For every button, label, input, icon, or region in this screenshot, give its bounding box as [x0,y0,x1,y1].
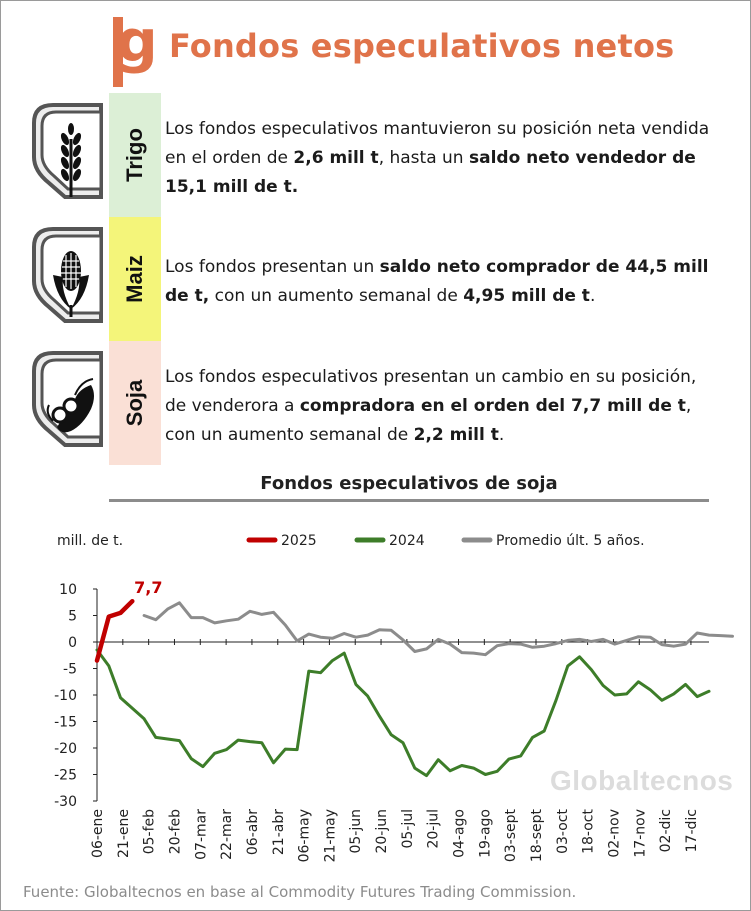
y-tick-label: 5 [68,608,77,625]
soja-funds-chart [1,521,750,881]
x-tick-label: 20-jun [374,809,391,854]
x-tick-label: 21-abr [270,809,287,856]
x-tick-label: 06-may [296,809,313,863]
x-tick-label: 22-mar [219,809,236,860]
x-tick-label: 18-sept [528,809,545,863]
x-tick-label: 07-mar [193,809,210,860]
legend-label: 2025 [281,533,317,549]
x-tick-label: 05-feb [141,809,158,855]
y-tick-label: 0 [68,635,77,651]
x-tick-label: 02-dic [658,809,675,853]
x-tick-label: 21-ene [115,809,132,858]
wheat-icon [31,101,105,201]
crop-label-maiz: Maiz [122,255,147,303]
series-line-2024 [97,650,709,776]
x-tick-label: 06-abr [244,809,261,856]
page-title: Fondos especulativos netos [169,27,675,65]
body-text: con un aumento semanal de [209,286,464,306]
crop-description-trigo [165,115,713,202]
highlight-text: 2,6 mill t [293,148,379,168]
x-tick-label: 20-jul [425,809,442,849]
crop-tab-soja [109,341,161,465]
x-tick-label: 03-oct [554,809,571,854]
x-tick-label: 05-jun [348,809,365,854]
x-tick-label: 05-jul [399,809,416,849]
crop-description-maiz [165,253,713,311]
body-text: . [498,425,505,445]
crop-label-trigo: Trigo [122,128,147,182]
highlight-text: 4,95 mill de t [463,286,590,306]
y-tick-label: -30 [54,794,77,810]
legend-label: 2024 [389,533,425,549]
body-text: . [589,286,596,306]
crop-label-soja: Soja [122,379,147,427]
highlight-text: saldo neto comprador de 44,5 mill de t, [165,257,709,306]
soybean-icon [31,349,105,449]
svg-text:g: g [116,15,158,75]
x-tick-label: 06-ene [90,809,106,858]
x-tick-label: 20-feb [167,809,184,855]
x-tick-label: 04-ago [451,809,468,858]
x-tick-label: 18-oct [580,809,597,854]
y-axis-label: mill. de t. [57,533,124,549]
y-tick-label: -10 [54,688,77,704]
legend-label: Promedio últ. 5 años. [496,533,645,549]
highlight-text: 2,2 mill t [413,425,499,445]
commodity-row-soja [1,341,750,465]
crop-description-soja [165,363,713,450]
x-tick-label: 21-may [322,809,339,863]
chart-title-divider [109,499,709,502]
x-tick-label: 19-ago [477,809,494,858]
body-text: , hasta un [378,148,469,168]
source-note: Fuente: Globaltecnos en base al Commodity Futures Trading Commission. [23,883,577,901]
y-tick-label: -25 [54,767,77,784]
body-text: Los fondos presentan un [165,257,380,277]
commodity-row-trigo [1,93,750,217]
watermark: Globaltecnos [550,765,734,796]
y-tick-label: 10 [59,582,77,598]
series-line-2025 [97,601,132,660]
series-line-promedio [144,603,732,655]
y-tick-label: -5 [63,661,77,678]
crop-tab-trigo [109,93,161,217]
commodity-row-maiz [1,217,750,341]
body-text: , con un aumento semanal de [165,396,692,445]
body-text: Los fondos especulativos mantuvieron su posición neta vendida en el orden de [165,119,710,168]
highlight-text: compradora en el orden del 7,7 mill de t [299,396,686,416]
x-tick-label: 03-sept [503,809,520,863]
y-tick-label: -15 [54,714,77,731]
highlight-text: saldo neto vendedor de 15,1 mill de t. [165,148,696,197]
x-tick-label: 02-nov [606,809,623,858]
x-tick-label: 17-dic [683,809,700,853]
x-tick-label: 17-nov [632,809,649,858]
crop-tab-maiz [109,217,161,341]
data-label: 7,7 [134,578,163,598]
body-text: Los fondos especulativos presentan un cambio en su posición, de venderora a [165,367,697,416]
y-tick-label: -20 [54,741,77,757]
chart-title: Fondos especulativos de soja [260,473,558,494]
corn-icon [31,225,105,325]
globaltecnos-logo-icon [111,15,159,87]
